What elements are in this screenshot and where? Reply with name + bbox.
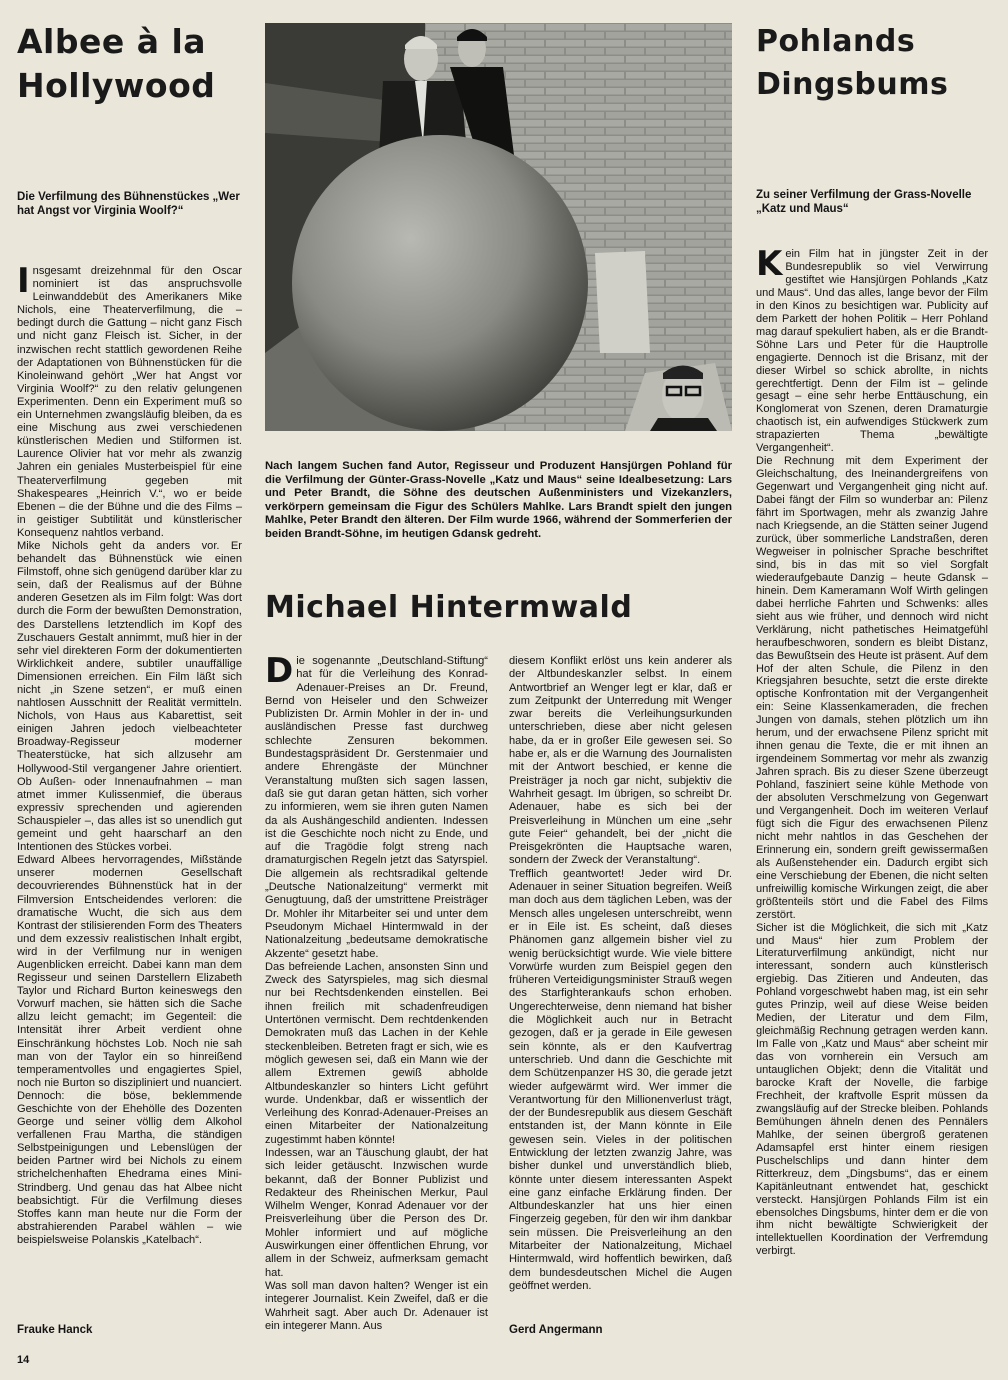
right-article xyxy=(756,20,988,1258)
right-body: Kein Film hat in jüngster Zeit in der Bundesrepublik so viel Verwirrung gestiftet wie Hansjürgen Pohlands „Katz und Maus“. Und das alles, lange bevor der Film in den Kinos zu besichtigen war. Publicity auf dem Parkett der hohen Politik – Herr Pohland mag darauf spekuliert haben, als er die Brandt-Söhne Lars und Peter für die Hauptrolle engagierte. Dennoch ist die Brisanz, mit der dieser Wirbel so schick abrollte, in nichts gerechtfertigt. Denn der Film ist – gelinde gesagt – eine sehr herbe Enttäuschung, ein Konglomerat von Szenen, deren Dramaturgie chaotisch ist, ein aufwendiges Stückwerk zum strapazierten Thema „bewältigte Vergangenheit“. Die Rechnung mit dem Experiment der Gleichschaltung, des Ineinandergreifens von Gegenwart und Vergangenheit ging nicht auf. Dabei fängt der Film so wunderbar an: Pilenz fährt im Sportwagen, mehr als zwanzig Jahre nach Kriegsende, an die Stätten seiner Jugend zurück, über sommerliche Landstraßen, deren Wegweiser in polnischer Sprache beschriftet sind, bis in das mit so viel Sorgfalt wiederaufgebaute Danzig – heute Gdansk – hinein. Dem Kameramann Wolf Wirth gelingen dabei herrliche Fahrten und Schwenks: alles sieht aus wie früher, und dennoch wird nicht Verklärung, nicht pathetisches Heimatgefühl heraufbeschworen, sondern es bleibt Distanz, das Bewußtsein des Heute ist präsent. Auf dem Hof der alten Schule, die Pilenz in den Kriegsjahren besuchte, setzt die erste direkte optische Konfrontation mit der Vergangenheit ein: Seine Klassenkameraden, die frechen Jungen von damals, stehen plötzlich um ihn herum, und der erwachsene Pilenz spricht mit ihnen genau die Texte, die er mit ihnen an irgendeinem Sommertag vor mehr als zwanzig Jahren sprach. Bis zu dieser Szene überzeugt Pohland, fasziniert seine kühle Methode von der absoluten Verschmelzung von Gegenwart und Vergangenheit. Doch im weiteren Verlauf fügt sich die Figur des erwachsenen Pilenz nicht mehr nahtlos in das Geschehen der Erinnerung ein, sondern greift gewissermaßen als Außenstehender ein. Dadurch ergibt sich eine Verschiebung der Ebenen, die nicht selten unfreiwillig komische Wirkungen zeigt, die aber größtenteils stört und die Fabel des Films zerstört. Sicher ist die Möglichkeit, die sich mit „Katz und Maus“ hier zum Problem der Literaturverfilmung ankündigt, nicht nur interessant, sondern auch künstlerisch ergiebig. Das Zitieren und Andeuten, das Pohland vorgeschwebt haben mag, ist ein sehr gutes Prinzip, weil auf diese Weise beiden Medien, der Literatur und dem Film, gleichmäßig Rechnung getragen werden kann. Im Falle von „Katz und Maus“ aber scheint mir das von vornherein ein Versuch am untauglichen Objekt; denn die Vitalität und barocke Kraft der Novelle, die farbige Frechheit, der kraftvolle Esprit müssen da zwangsläufig auf der Strecke bleiben. Pohlands Bemühungen ähneln denen des Pennälers Mahlke, der seinen übergroß geratenen Adamsapfel erst hinter einem riesigen Puschelschlips und dann hinter dem Ritterkreuz, dem „Dingsbums“, das er einem Kapitänleutnant entwendet hat, geschickt versteckt. Hansjürgen Pohlands Film ist ein ebensolches Dingsbums, hinter dem er die von ihm nicht bewältigte Schwierigkeit der intellektuellen Koordination der Verfremdung verbirgt. xyxy=(756,244,988,1258)
middle-body-col2: diesem Konflikt erlöst uns kein anderer als der Altbundeskanzler selbst. In einem Antwortbrief an Wenger legt er klar, daß er zum Zeitpunkt der Unterredung mit Wenger zwar bereits die Verleihungsurkunden unterschrieben, diese aber nicht gelesen habe, da er in großer Eile gewesen sei. So habe er, als er die Warnung des Journalisten mit der Antwort beschied, er kenne die Preisträger ja noch gar nicht, subjektiv die Wahrheit gesagt. Im übrigen, so schreibt Dr. Adenauer, habe es sich bei der Preisverleihung in München um eine „sehr gute Feier“ gehandelt, bei der „nicht die Preisgekrönten die Hauptsache waren, sondern der Zweck der Veranstaltung“. Trefflich geantwortet! Jeder wird Dr. Adenauer in seiner Situation begreifen. Weiß man doch aus dem täglichen Leben, was der Mensch alles ungelesen unterschreibt, wenn er in Eile ist. Es scheint, daß dieses Phänomen ganz allgemein bisher viel zu wenig berücksichtigt wurde. Wie viele bittere Vorwürfe wurden zum Beispiel gegen den früheren Verteidigungsminister Strauß wegen des Starfighterankaufs schon erhoben. Ungerechterweise, denn niemand hat bisher die Möglichkeit auch nur in Betracht gezogen, daß er ja gerade in Eile gewesen sein könnte, als er den Kaufvertrag unterschrieb. Und dann die Geschichte mit dem Schützenpanzer HS 30, die gerade jetzt wieder aufgewärmt wird. Wer immer die Verantwortung für den Millionenverlust trägt, der der Bundesrepublik aus diesem Geschäft entstanden ist, der Mann könnte in Eile gewesen sein. Vieles in der politischen Entwicklung der letzten zwanzig Jahre, was bisher dunkel und unverständlich blieb, könnte unter diesem interessanten Aspekt eine ganz einfache Erklärung finden. Der Altbundeskanzler hat uns hier einen Fingerzeig gegeben, für den wir ihm dankbar sein müssen. Die Preisverleihung an den Mitarbeiter der Nationalzeitung, Michael Hintermwald, wird hoffentlich bewirken, daß dem bundesdeutschen Michel die Augen geöffnet werden. xyxy=(509,655,732,1292)
article-photo xyxy=(265,23,732,431)
left-headline xyxy=(17,20,242,108)
stone-sphere xyxy=(292,135,588,431)
photo-caption: Nach langem Suchen fand Autor, Regisseur und Produzent Hansjürgen Pohland für die Verfilmung der Günter-Grass-Novelle „Katz und Maus“ seine Idealbesetzung: Lars und Peter Brandt, die Söhne des deutschen Außenministers und Vizekanzlers, verkörpern gemeinsam die Figur des Schülers Mahlke. Lars Brandt spielt den jungen Mahlke, Peter Brandt den älteren. Der Film wurde 1966, während der Sommerferien der beiden Brandt-Söhne, im heutigen Gdansk gedreht. xyxy=(265,460,732,540)
right-headline-line1: Pohlands xyxy=(756,24,916,59)
right-headline-line2: Dingsbums xyxy=(756,67,949,102)
left-body: Insgesamt dreizehnmal für den Oscar nominiert ist das anspruchsvolle Leinwanddebüt des Amerikaners Mike Nichols, eine Theaterverfilmung, die – bedingt durch die Gattung – nicht ganz Fisch und nicht ganz Fleisch ist. Sicher, in der inzwischen recht stattlich gewordenen Reihe der Adaptationen von Bühnenstücken für die Kinoleinwand gehört „Wer hat Angst vor Virginia Woolf?“ zu den relativ gelungenen Experimenten. Denn ein Experiment muß so ein Unternehmen zwangsläufig bleiben, da es eine Mischung aus zwei verschiedenen künstlerischen Medien und Stilformen ist. Laurence Olivier hat vor mehr als zwanzig Jahren ein geniales Musterbeispiel für eine Theaterverfilmung gegeben mit Shakespeares „Heinrich V.“, wo er beide Ebenen – die der Bühne und die des Films – in geistiger Subtilität und künstlerischer Konsequenz nahtlos verband. Mike Nichols geht da anders vor. Er behandelt das Bühnenstück wie einen Filmstoff, ohne sich genügend darüber klar zu sein, daß der Realismus auf der Bühne anderen Gesetzen als im Film folgt: Was dort durch die Form der bewußten Demonstration, des Darstellens letztendlich im Kopf des Zuschauers Gestalt annimmt, muß hier in der sehr viel direkteren Form der dokumentierten Wirklichkeit andere, subtiler unauffällige Dimensionen erreichen. Ein Film läßt sich nicht „in Szene setzen“, er muß einen nahtlosen Ausschnitt der Realität vermitteln. Nichols, von Haus aus Kabarettist, seit einigen Jahren jedoch vielbeachteter Broadway-Regisseur moderner Theaterstücke, hat sich allzusehr am Hollywood-Stil vergangener Jahre orientiert. Ob Außen- oder Innenaufnahmen – man atmet immer Kulissenmief, die überaus expressiv sprechenden und agierenden Schauspieler –, das alles ist so unendlich gut gemeint und geht haarscharf an den Intentionen des Stückes vorbei. Edward Albees hervorragendes, Mißstände unserer modernen Gesellschaft decouvrierendes Bühnenstück hat in der Filmversion Entscheidendes verloren: die dramatische Wucht, die sich aus dem Kontrast der stilisierenden Form des Theaters und dem exzessiv realistischen Inhalt ergibt, wird in der Verfilmung nur in wenigen Augenblicken erreicht. Dabei kann man dem Regisseur und seinen Darstellern Elizabeth Taylor und Richard Burton keineswegs den Vorwurf machen, sie hätten sich die Sache allzu leicht gemacht; im Gegenteil: die Intensität ihrer Arbeit verdient ohne Einschränkung höchstes Lob. Noch nie sah man von der Taylor ein so hinreißend temperamentvolles und engagiertes Spiel, noch nie Burton so diszipliniert und nuanciert. Dennoch: die böse, beklemmende Geschichte von der Ehehölle des Dozenten George und seiner völlig dem Alkohol verfallenen Frau Martha, die ständigen Selbstpeinigungen und Lebenslügen der beiden Partner wird bei Nichols zu einem strichelchenhaften Ehedrama eines Mini-Strindberg. Und genau das hat Albee nicht beabsichtigt. Für die Verfilmung dieses Stoffes kann man heute nur die Form der abstrahierenden Parabel wählen – wie beispielsweise Polanskis „Katelbach“. xyxy=(17,261,242,1246)
middle-headline: Michael Hintermwald xyxy=(265,590,633,625)
left-byline: Frauke Hanck xyxy=(17,1324,93,1336)
left-deck: Die Verfilmung des Bühnenstückes „Wer hat Angst vor Virginia Woolf?“ xyxy=(17,191,240,217)
left-headline-line2: Hollywood xyxy=(17,66,216,105)
middle-byline: Gerd Angermann xyxy=(509,1324,603,1336)
middle-body-col1: Die sogenannte „Deutschland-Stiftung“ hat für die Verleihung des Konrad-Adenauer-Preises an Dr. Freund, Bernd von Heiseler und den Schweizer Publizisten Dr. Armin Mohler in der in- und ausländischen Presse fast durchweg schlechte Zensuren bekommen. Bundestagspräsident Dr. Gerstenmaier und andere Ehrengäste der Münchner Veranstaltung mußten sich sagen lassen, daß sie gut daran getan hätten, sich vorher zu informieren, wem sie ihren guten Namen da als Aushängeschild andienten. Indessen ist die Geschichte noch nicht zu Ende, und auf die Tragödie folgt streng nach dramaturgischen Regeln jetzt das Satyrspiel. Die allgemein als rechtsradikal geltende „Deutsche Nationalzeitung“ vermerkt mit Genugtuung, daß der umstrittene Preisträger Dr. Mohler ihr Mitarbeiter sei und unter dem Pseudonym Michael Hintermwald in der Nationalzeitung „bedeutsame demokratische Akzente“ gesetzt habe. Das befreiende Lachen, ansonsten Sinn und Zweck des Satyrspieles, mag sich diesmal nur bei Rechtsdenkenden einstellen. Bei ihnen freilich mit schadenfreudigen Untertönen vermischt. Dem rechtdenkenden Demokraten muß das Lachen in der Kehle steckenbleiben. Betreten fragt er sich, wie es möglich gewesen sei, daß ein Mann wie der allem Extremen gewiß abholde Altbundeskanzler so hinters Licht geführt wurde. Undenkbar, daß er wissentlich der Verleihung des Konrad-Adenauer-Preises an einen Mitarbeiter der Nationalzeitung zugestimmt haben könnte! Indessen, war an Täuschung glaubt, der hat sich leider getäuscht. Inzwischen wurde bekannt, daß der Bonner Publizist und Redakteur des Rheinischen Merkur, Paul Wilhelm Wenger, Konrad Adenauer vor der Preisverleihung über die Person des Dr. Mohler informiert und auf mögliche Auswirkungen einer öffentlichen Ehrung, vor allem in der Schweiz, aufmerksam gemacht hat. Was soll man davon halten? Wenger ist ein integerer Journalist. Kein Zweifel, daß er die Wahrheit sagt. Aber auch Dr. Adenauer ist ein integerer Mann. Aus xyxy=(265,651,488,1332)
left-headline-line1: Albee à la xyxy=(17,22,207,61)
right-deck: Zu seiner Verfilmung der Grass-Novelle „Katz und Maus“ xyxy=(756,189,972,215)
right-headline xyxy=(756,20,988,106)
left-article xyxy=(17,20,242,1246)
page-number: 14 xyxy=(17,1354,30,1366)
